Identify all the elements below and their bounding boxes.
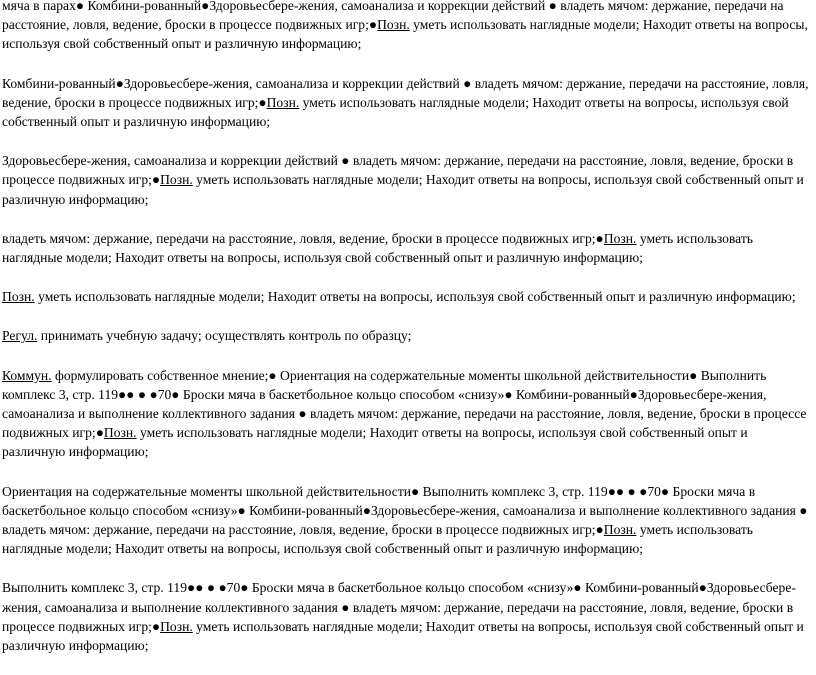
paragraph-text: владеть мячом: держание, передачи на расстояние, ловля, ведение, броски в процессе подвижных игр;● <box>2 230 604 246</box>
document-paragraph <box>2 287 814 306</box>
document-paragraph <box>2 482 814 559</box>
paragraph-text: уметь использовать наглядные модели; Находит ответы на вопросы, используя свой собственный опыт и различную информацию; <box>2 618 804 654</box>
paragraph-text: уметь использовать наглядные модели; Находит ответы на вопросы, используя свой собственный опыт и различную информацию; <box>2 17 808 52</box>
underlined-label: Позн. <box>160 618 193 634</box>
paragraph-text: Ориентация на содержательные моменты школьной действительности● Выполнить комплекс 3, стр. 119●● ● ●70● Броски мяча в баскетбольное кольцо способом «снизу»● Комбини-рованный●Здоровьесбере-жения, самоанализа и выполнение коллективного задания ● владеть мячом: держание, передачи на расстояние, ловля, ведение, броски в процессе подвижных игр;● <box>2 483 808 538</box>
underlined-label: Позн. <box>377 17 410 33</box>
document-paragraph <box>2 326 814 345</box>
paragraph-text: Выполнить комплекс 3, стр. 119●● ● ●70● Броски мяча в баскетбольное кольцо способом «снизу»● Комбини-рованный●Здоровьесбере-жения, самоанализа и выполнение коллективного задания ● владеть мячом: держание, передачи на расстояние, ловля, ведение, броски в процессе подвижных игр;● <box>2 580 796 634</box>
underlined-label: Регул. <box>2 328 38 344</box>
underlined-label: Позн. <box>103 425 137 441</box>
underlined-label: Коммун. <box>2 367 52 383</box>
paragraph-text: уметь использовать наглядные модели; Находит ответы на вопросы, используя свой собственный опыт и различную информацию; <box>2 425 748 460</box>
document-paragraph <box>2 151 814 209</box>
paragraph-text: уметь использовать наглядные модели; Находит ответы на вопросы, используя свой собственный опыт и различную информацию; <box>2 230 753 266</box>
paragraph-text: мяча в парах● Комбини-рованный●Здоровьесбере-жения, самоанализа и коррекции действий ● владеть мячом: держание, передачи на расстояние, ловля, ведение, броски в процессе подвижных игр;● <box>2 0 784 33</box>
document-paragraph <box>2 578 814 655</box>
paragraph-text: принимать учебную задачу; осуществлять контроль по образцу; <box>37 328 412 344</box>
underlined-label: Позн. <box>160 172 193 188</box>
underlined-label: Позн. <box>603 230 637 246</box>
paragraph-text: уметь использовать наглядные модели; Находит ответы на вопросы, используя свой собственный опыт и различную информацию; <box>2 522 753 557</box>
paragraph-text: уметь использовать наглядные модели; Находит ответы на вопросы, используя свой собственный опыт и различную информацию; <box>2 94 789 130</box>
paragraph-text: Комбини-рованный●Здоровьесбере-жения, самоанализа и коррекции действий ● владеть мячом: держание, передачи на расстояние, ловля, ведение, броски в процессе подвижных игр;● <box>2 75 809 110</box>
paragraph-text: Здоровьесбере-жения, самоанализа и коррекции действий ● владеть мячом: держание, передачи на расстояние, ловля, ведение, броски в процессе подвижных игр;● <box>2 153 794 188</box>
paragraph-text: формулировать собственное мнение;● Ориентация на содержательные моменты школьной действительности● Выполнить комплекс 3, стр. 119●● ● ●70● Броски мяча в баскетбольное кольцо способом «снизу»● Комбини-рованный●Здоровьесбере-жения, самоанализа и выполнение коллективного задания ● владеть мячом: держание, передачи на расстояние, ловля, ведение, броски в процессе подвижных игр;● <box>2 367 807 441</box>
document-paragraph <box>2 74 814 132</box>
paragraph-text: уметь использовать наглядные модели; Находит ответы на вопросы, используя свой собственный опыт и различную информацию; <box>2 172 804 207</box>
paragraph-text: уметь использовать наглядные модели; Находит ответы на вопросы, используя свой собственный опыт и различную информацию; <box>34 289 796 305</box>
underlined-label: Позн. <box>603 522 637 538</box>
underlined-label: Позн. <box>2 289 35 305</box>
document-paragraph <box>2 0 814 54</box>
document-paragraph <box>2 229 814 267</box>
document-paragraph <box>2 366 814 462</box>
underlined-label: Позн. <box>266 94 300 110</box>
